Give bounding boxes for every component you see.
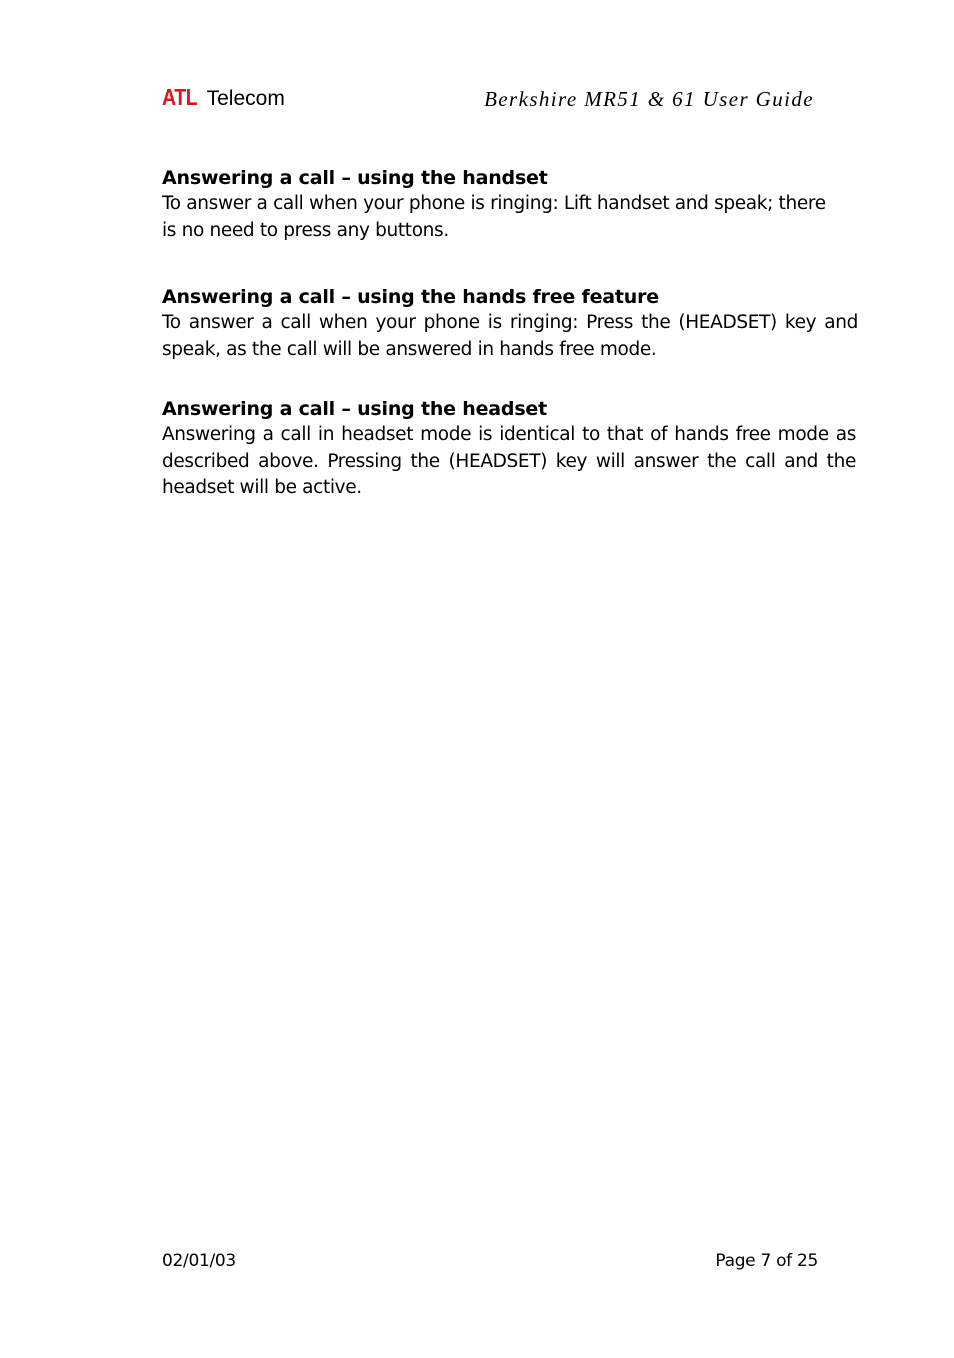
page-number: Page 7 of 25 <box>715 1251 818 1271</box>
brand-mark: ATL <box>162 84 198 110</box>
page-content <box>162 165 858 502</box>
section-heading: Answering a call – using the handset <box>162 167 548 189</box>
section-heading: Answering a call – using the headset <box>162 398 547 420</box>
brand-name: Telecom <box>206 87 285 110</box>
section-heading: Answering a call – using the hands free feature <box>162 286 659 308</box>
brand-logo <box>162 84 285 111</box>
footer-date: 02/01/03 <box>162 1251 236 1271</box>
document-title: Berkshire MR51 & 61 User Guide <box>484 87 814 111</box>
section-handset <box>162 165 858 244</box>
section-body: Answering a call in headset mode is identical to that of hands free mode as described above. Pressing the (HEADSET) key will answer the call and the headset will be active. <box>162 424 856 498</box>
section-headset <box>162 396 858 502</box>
section-hands-free <box>162 284 858 363</box>
section-body: To answer a call when your phone is ringing: Press the (HEADSET) key and speak, as the call will be answered in hands free mode. <box>162 312 858 360</box>
page-header <box>162 84 814 120</box>
section-body: To answer a call when your phone is ringing: Lift handset and speak; there is no need to press any buttons. <box>162 193 826 241</box>
